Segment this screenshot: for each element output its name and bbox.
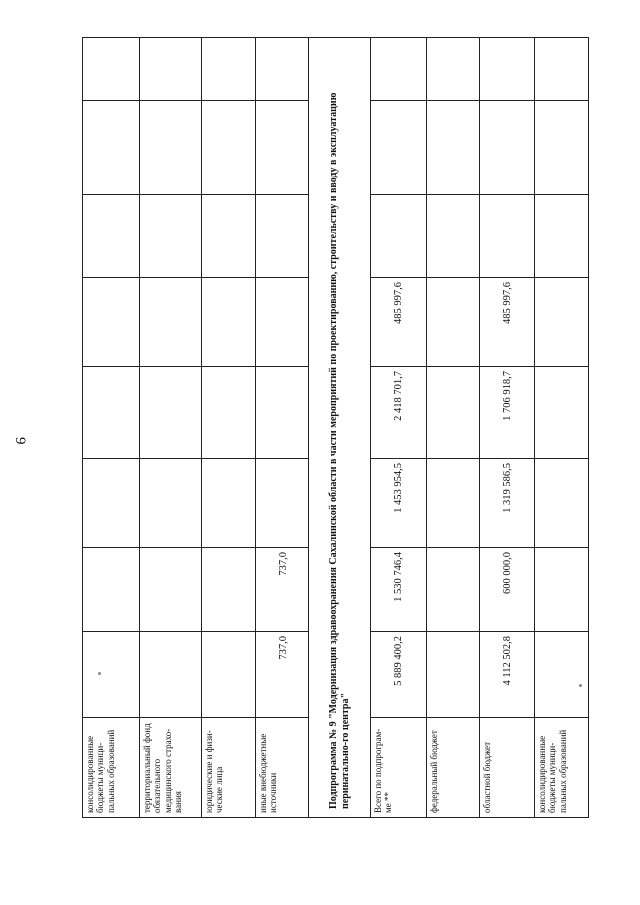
section-title: Подпрограмма № 9 "Модернизация здравоохранения Сахалинской области в части мероприятий по проектированию, строительству и вводу в эксплуатацию перинатально-го центра" (309, 38, 371, 818)
table-cell (427, 632, 480, 718)
table-cell (83, 548, 140, 632)
table-cell (535, 195, 589, 278)
table-cell (256, 367, 309, 459)
table-container (82, 38, 578, 818)
table-row (202, 38, 256, 818)
table-row (535, 38, 589, 818)
table-cell (427, 101, 480, 195)
row-label: Всего по подпрограм-ме ** (371, 718, 427, 818)
row-label: консолидированные бюджеты муници-пальных образований (83, 718, 140, 818)
table-body-top (83, 38, 309, 818)
table-cell: 5 889 400,2 (371, 632, 427, 718)
scan-speck (98, 672, 101, 675)
table-cell (535, 632, 589, 718)
table-cell (140, 367, 202, 459)
table-cell: 1 453 954,5 (371, 459, 427, 548)
table-cell (140, 195, 202, 278)
table-cell (427, 548, 480, 632)
row-label: федеральный бюджет (427, 718, 480, 818)
table-cell (202, 101, 256, 195)
table-cell (202, 367, 256, 459)
table-cell (256, 101, 309, 195)
table-cell (535, 101, 589, 195)
budget-table (82, 37, 589, 818)
table-cell: 1 706 918,7 (480, 367, 535, 459)
table-cell (140, 548, 202, 632)
table-cell: 4 112 502,8 (480, 632, 535, 718)
table-cell (535, 548, 589, 632)
section-row (309, 38, 371, 818)
table-body-bottom (371, 38, 589, 818)
table-cell: 737,0 (256, 632, 309, 718)
row-label: консолидированные бюджеты муници-пальных образований (535, 718, 589, 818)
table-cell (83, 367, 140, 459)
table-cell (427, 459, 480, 548)
table-cell (83, 101, 140, 195)
table-cell (140, 278, 202, 367)
table-cell (535, 38, 589, 101)
table-row (256, 38, 309, 818)
table-cell: 1 530 746,4 (371, 548, 427, 632)
table-cell (202, 278, 256, 367)
table-cell (202, 459, 256, 548)
table-cell (83, 459, 140, 548)
table-cell (256, 278, 309, 367)
table-cell (83, 278, 140, 367)
table-cell: 485 997,6 (371, 278, 427, 367)
table-cell: 600 000,0 (480, 548, 535, 632)
table-section (309, 38, 371, 818)
table-cell (256, 195, 309, 278)
rotated-sheet (82, 38, 578, 818)
table-cell (202, 632, 256, 718)
row-label: юридические и физи-ческие лица (202, 718, 256, 818)
table-cell (535, 367, 589, 459)
table-cell: 1 319 586,5 (480, 459, 535, 548)
table-row (140, 38, 202, 818)
table-cell (140, 632, 202, 718)
table-cell (427, 195, 480, 278)
table-cell (83, 38, 140, 101)
table-cell (480, 38, 535, 101)
table-cell (202, 38, 256, 101)
table-cell (140, 38, 202, 101)
table-cell (535, 278, 589, 367)
table-cell (256, 38, 309, 101)
row-label: областной бюджет (480, 718, 535, 818)
row-label: иные внебюджетные источники (256, 718, 309, 818)
table-cell (535, 459, 589, 548)
table-cell (202, 548, 256, 632)
table-cell: 2 418 701,7 (371, 367, 427, 459)
table-cell (427, 278, 480, 367)
row-label: территориальный фонд обязательного медицинского страхо-вания (140, 718, 202, 818)
table-cell (371, 195, 427, 278)
table-row (83, 38, 140, 818)
table-cell (427, 38, 480, 101)
table-cell (480, 195, 535, 278)
table-cell (371, 101, 427, 195)
table-row (371, 38, 427, 818)
table-cell (83, 195, 140, 278)
page-number: 9 (12, 437, 28, 445)
table-cell (202, 195, 256, 278)
scan-speck (579, 684, 582, 687)
table-cell (427, 367, 480, 459)
table-cell (83, 632, 140, 718)
table-cell (140, 101, 202, 195)
table-cell (371, 38, 427, 101)
table-row (480, 38, 535, 818)
table-cell: 485 997,6 (480, 278, 535, 367)
table-row (427, 38, 480, 818)
table-cell (480, 101, 535, 195)
table-cell (140, 459, 202, 548)
table-cell (256, 459, 309, 548)
table-cell: 737,0 (256, 548, 309, 632)
